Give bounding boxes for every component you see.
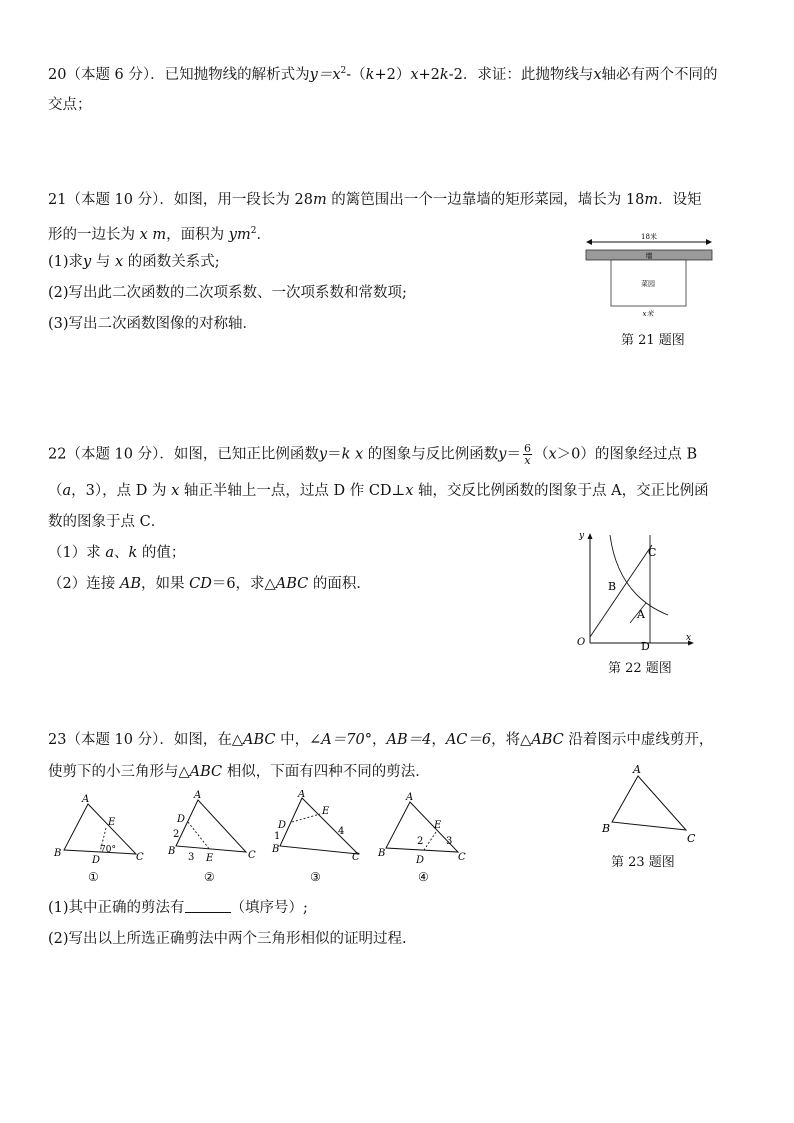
q21-part2: (2)写出此二次函数的二次项系数、一次项系数和常数项;: [48, 285, 407, 301]
q23-fig3-len-4: 4: [338, 826, 345, 837]
q23-p1a: (1)其中正确的剪法有: [48, 900, 185, 916]
q21-p1y: y: [83, 254, 92, 270]
q23-ac: AC＝6: [445, 732, 492, 748]
q21-line1: [48, 190, 702, 210]
q23-main-triangle: [612, 776, 686, 830]
q20-mid3: +2: [418, 67, 440, 83]
q23-answer-blank[interactable]: [185, 898, 231, 913]
q23-l2abc: ABC: [189, 764, 223, 780]
q23-fig3-cut: [292, 814, 320, 822]
q23-fig1-label-b: B: [54, 848, 62, 859]
q22-mid: 的图象与反比例函数: [363, 446, 499, 463]
q23-abc2: ABC: [531, 732, 564, 748]
q20-mid2: +2）: [374, 67, 411, 83]
q22-l2x: x: [171, 483, 180, 499]
q23-cut-figures: [48, 790, 478, 890]
q21-l2a: 形的一边长为: [48, 227, 140, 243]
q22-l2d: 轴，交反比例函数的图象于点 A，交正比例函: [413, 483, 709, 499]
q21-arrow-left: [586, 239, 592, 245]
q21-figure: [584, 228, 716, 320]
q23-fig4-label-a: A: [406, 792, 414, 803]
q22-fraction: [523, 443, 532, 466]
q22-cond-b: ＞0）的图象经过点 B: [556, 446, 698, 463]
q23-fig3-triangle: [280, 798, 358, 854]
q23-fig4-label-b: B: [378, 848, 386, 859]
q22-frac-num: 6: [523, 442, 531, 455]
q22-eq1: ＝: [327, 446, 342, 463]
q21-p1c: 的函数关系式;: [123, 254, 220, 270]
q21-fig-garden-label: 菜园: [641, 280, 655, 288]
q23-fig1-angle: 70°: [100, 845, 116, 855]
q23-fig4-label-e: E: [434, 820, 442, 831]
q23-fig2-number: ②: [204, 870, 215, 884]
q22-l2b: ，3），点 D 为: [71, 483, 172, 499]
q23-fig2-cut: [188, 822, 210, 850]
q21-m1: m: [312, 192, 327, 208]
q23-fig4-len-2: 2: [417, 836, 424, 847]
q20-k2: k: [439, 67, 449, 83]
q23-ab: AB＝4: [386, 732, 432, 748]
q22-label-a: A: [637, 608, 645, 621]
q23-fig2-label-d: D: [177, 814, 186, 825]
q23-main-figure: [596, 760, 706, 846]
q21-tail: ．设矩: [658, 192, 702, 208]
q21-l2y: ym: [228, 227, 251, 243]
q22-l2av: a: [62, 483, 72, 499]
q21-part1: [48, 252, 220, 272]
q23-c2: ，: [431, 732, 446, 748]
q20-line2: 交点；: [48, 97, 92, 113]
q22-y1: y: [318, 446, 328, 463]
q23-mid1: 中，: [275, 732, 310, 748]
q23-fig3-number: ③: [310, 870, 321, 884]
q22-hyperbola: [610, 535, 668, 615]
q23-fig2-label-e: E: [206, 853, 214, 864]
q22-p2ab: AB: [119, 576, 141, 592]
q23-caption: 第 23 题图: [611, 855, 675, 870]
q22-kx: k x: [341, 446, 364, 463]
q21-line2: [48, 221, 271, 245]
q23-fig3-label-c: C: [352, 852, 360, 863]
q23-fig1: [53, 794, 144, 884]
q23-fig4-cut: [424, 832, 436, 850]
q21-part3: (3)写出二次函数图像的对称轴．: [48, 316, 258, 332]
q20-k: k: [365, 67, 375, 83]
q22-p2abc: ABC: [275, 576, 309, 592]
q23-fig4-label-d: D: [416, 855, 425, 866]
q22-p2d: 的面积．: [308, 576, 371, 592]
q23-fig2: [167, 790, 256, 884]
q22-label-o: O: [577, 637, 586, 648]
q22-eq2: ＝: [506, 446, 521, 463]
q21-fig-bottom-label: x米: [642, 310, 654, 318]
q21-m2: m: [644, 192, 659, 208]
q23-l2b: 相似，下面有四种不同的剪法．: [222, 764, 430, 780]
q23-fig4-number: ④: [418, 870, 429, 884]
q21-arrow-right: [706, 239, 712, 245]
q21-head: 21（本题 10 分）．如图，用一段长为 28: [48, 192, 313, 208]
q22-p2b: ，如果: [140, 576, 190, 592]
q21-fig-wall-label: 墙: [645, 252, 653, 260]
q22-frac-den: x: [524, 454, 531, 467]
q23-fig3-label-e: E: [322, 806, 330, 817]
q23-abc: ABC: [243, 732, 276, 748]
q23-fig2-label-c: C: [248, 850, 256, 861]
q22-label-c: C: [648, 546, 657, 559]
q23-fig3-label-b: B: [272, 844, 280, 855]
q21-l2b: ，面积为: [166, 227, 229, 243]
q23-fig1-label-c: C: [136, 852, 144, 863]
q21-l2x: x m: [139, 227, 167, 243]
q23-fig2-triangle: [176, 800, 246, 852]
q22-p1v: a: [105, 545, 114, 561]
q21-caption: 第 21 题图: [621, 333, 685, 348]
q22-label-d: D: [641, 640, 650, 653]
q23-part2: (2)写出以上所选正确剪法中两个三角形相似的证明过程.: [48, 931, 407, 947]
q22-p1c: 的值；: [137, 545, 186, 561]
q22-y2: y: [498, 446, 507, 463]
q22-y-arrow: [588, 533, 593, 539]
q22-head: 22（本题 10 分）．如图，已知正比例函数: [48, 446, 319, 463]
q22-p2c: ＝6，求△: [211, 576, 276, 592]
q22-caption: 第 22 题图: [608, 661, 672, 676]
q23-fig1-label-e: E: [108, 817, 116, 828]
q23-main-label-a: A: [633, 763, 641, 776]
q22-label-y: y: [579, 531, 585, 541]
q23-part1: [48, 898, 308, 918]
q22-proportional-line: [590, 545, 652, 637]
q20-tail2: 轴必有两个不同的: [601, 67, 718, 83]
q20-sup: 2: [340, 66, 347, 76]
q23-line2: [48, 762, 430, 782]
q23-fig1-label-a: A: [82, 794, 90, 805]
q20-line1: [48, 61, 718, 85]
q22-line1: [48, 443, 697, 466]
q23-head: 23（本题 10 分）．如图，在△: [48, 732, 244, 748]
q22-p1k: k: [128, 545, 138, 561]
q20-mid: -（: [346, 67, 366, 83]
q23-fig2-len-3: 3: [188, 852, 195, 863]
q23-fig3-label-a: A: [298, 790, 306, 800]
q22-cond-a: （: [533, 446, 549, 463]
q22-line2: [48, 481, 709, 501]
q23-fig1-number: ①: [88, 870, 99, 884]
q21-p1a: (1)求: [48, 254, 84, 270]
q21-p1x: x: [114, 254, 124, 270]
q23-c1: ，: [371, 732, 387, 748]
q22-label-b: B: [608, 580, 617, 593]
q23-fig3-label-d: D: [278, 820, 287, 831]
q23-l2a: 使剪下的小三角形与△: [48, 764, 190, 780]
q23-fig3: [271, 790, 360, 884]
q23-c3: ，将△: [491, 732, 532, 748]
q23-main-label-c: C: [687, 832, 696, 845]
q22-part1: [48, 543, 185, 563]
q22-label-x: x: [686, 633, 692, 643]
q22-p2a: （2）连接: [48, 576, 120, 592]
q21-p1b: 与: [91, 254, 115, 270]
q20-head: 20（本题 6 分）．已知抛物线的解析式为: [48, 67, 310, 83]
q23-fig2-label-a: A: [194, 790, 202, 801]
q20-x: x: [410, 67, 419, 83]
q22-l2a: （: [48, 483, 63, 499]
q23-fig4-len-3: 3: [446, 836, 453, 847]
q21-l2sup: 2: [250, 226, 257, 236]
q23-angle: ∠A＝70°: [309, 732, 372, 748]
q22-cond-x: x: [548, 446, 557, 463]
q23-p1b: （填序号）;: [230, 900, 308, 916]
q23-tail: 沿着图示中虚线剪开，: [563, 732, 714, 748]
q22-p1b: 、: [114, 545, 129, 561]
q22-l2x2: x: [405, 483, 414, 499]
q23-fig1-label-d: D: [92, 855, 101, 866]
q22-p2cd: CD: [189, 576, 212, 592]
q23-fig2-len-2: 2: [173, 829, 180, 840]
q22-figure: [568, 527, 698, 653]
q23-fig4: [377, 792, 466, 884]
q23-main-label-b: B: [602, 822, 611, 835]
q23-line1: [48, 730, 713, 750]
q23-fig3-len-1: 1: [274, 831, 281, 842]
q21-mid: 的篱笆围出一个一边靠墙的矩形菜园，墙长为 18: [326, 192, 645, 208]
q21-fig-top-label: 18米: [641, 233, 657, 241]
q23-fig2-label-b: B: [168, 846, 176, 857]
q23-fig4-label-c: C: [458, 852, 466, 863]
q22-l2c: 轴正半轴上一点，过点 D 作 CD⊥: [179, 483, 406, 499]
q20-formula-y: y＝x: [309, 67, 341, 83]
q22-part2: [48, 574, 371, 594]
q21-l2c: ．: [256, 227, 271, 243]
q20-xaxis: x: [593, 67, 602, 83]
q20-tail: -2．求证：此抛物线与: [448, 67, 594, 83]
q22-line3: 数的图象于点 C．: [48, 514, 166, 530]
q22-p1a: （1）求: [48, 545, 106, 561]
